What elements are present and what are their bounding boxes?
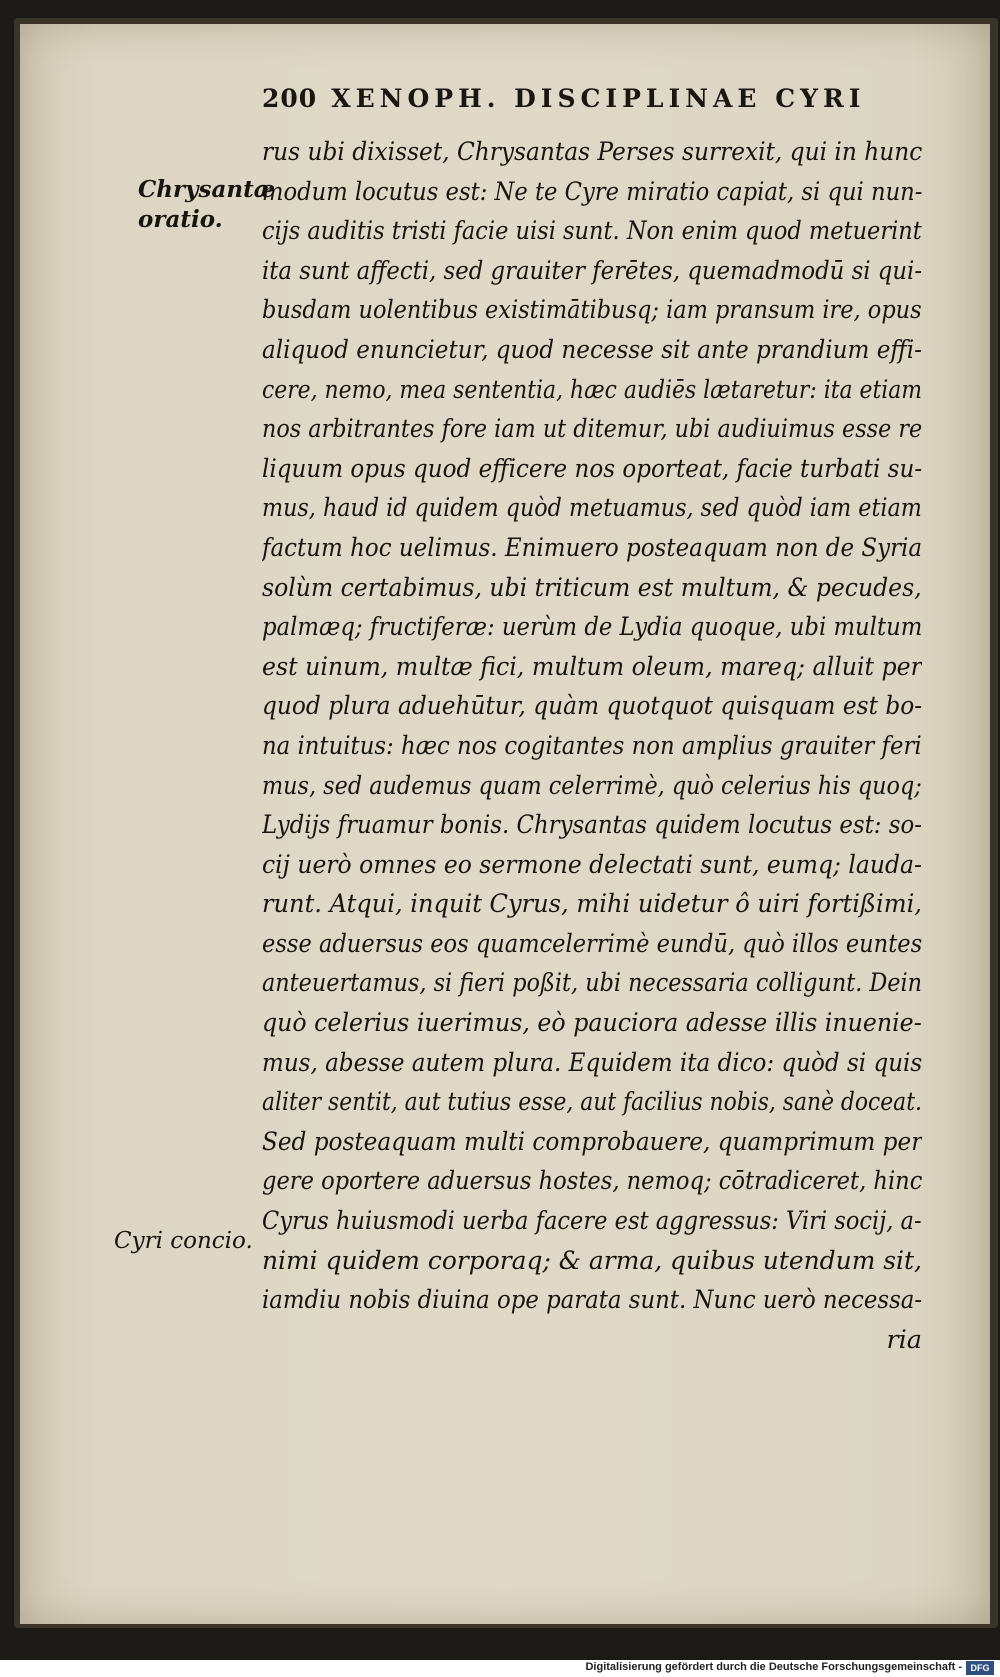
body-text — [262, 133, 922, 1360]
text-line: palmæq; fructiferæ: uerùm de Lydia quoque, ubi multum — [262, 612, 922, 643]
text-line: esse aduersus eos quamcelerrimè eundū, quò illos euntes — [262, 928, 922, 959]
text-line: est uinum, multæ fici, multum oleum, mareq; alluit per — [262, 651, 922, 682]
catchword: ria — [886, 1324, 922, 1355]
running-head — [262, 84, 882, 113]
text-line: nimi quidem corporaq; & arma, quibus utendum sit, — [262, 1245, 922, 1276]
text-line: nos arbitrantes fore iam ut ditemur, ubi audiuimus esse re — [262, 414, 922, 445]
text-line: Sed posteaquam multi comprobauere, quamprimum per — [262, 1126, 922, 1157]
text-line: mus, abesse autem plura. Equidem ita dico: quòd si quis — [262, 1047, 922, 1078]
text-line: quò celerius iuerimus, eò pauciora adesse illis inuenie- — [262, 1008, 922, 1039]
marginal-note-cyrus: Cyri concio. — [114, 1228, 253, 1254]
marginal-note-chrysantas: Chrysantæ oratio. — [138, 176, 276, 233]
text-line: gere oportere aduersus hostes, nemoq; cōtradiceret, hinc — [262, 1166, 922, 1197]
text-line: modum locutus est: Ne te Cyre miratio capiat, si qui nun- — [262, 176, 922, 207]
text-line: cere, nemo, mea sententia, hæc audiēs lætaretur: ita etiam — [262, 374, 922, 405]
dfg-logo: DFG — [966, 1661, 994, 1675]
text-line: cijs auditis tristi facie uisi sunt. Non enim quod metuerint — [262, 216, 922, 247]
text-line: liquum opus quod efficere nos oporteat, facie turbati su- — [262, 453, 922, 484]
text-line: Lydijs fruamur bonis. Chrysantas quidem locutus est: so- — [262, 810, 922, 841]
text-line: mus, haud id quidem quòd metuamus, sed quòd iam etiam — [262, 493, 922, 524]
page-number: 200 — [262, 84, 318, 113]
text-line: aliter sentit, aut tutius esse, aut facilius nobis, sanè doceat. — [262, 1087, 922, 1118]
text-line: ita sunt affecti, sed grauiter ferētes, quemadmodū si qui- — [262, 255, 922, 286]
text-line: rus ubi dixisset, Chrysantas Perses surrexit, qui in hunc — [262, 137, 922, 167]
running-title: XENOPH. DISCIPLINAE CYRI — [331, 84, 866, 113]
text-line: cij uerò omnes eo sermone delectati sunt, eumq; lauda- — [262, 849, 922, 880]
text-line: factum hoc uelimus. Enimuero posteaquam non de Syria — [262, 532, 922, 563]
text-line: aliquod enuncietur, quod necesse sit ante prandium effi- — [262, 334, 922, 365]
text-line: iamdiu nobis diuina ope parata sunt. Nunc uerò necessa- — [262, 1285, 922, 1316]
text-line: Cyrus huiusmodi uerba facere est aggressus: Viri socij, a- — [262, 1206, 922, 1237]
funding-credit: Digitalisierung gefördert durch die Deutsche Forschungsgemeinschaft - — [585, 1661, 962, 1673]
text-line: anteuertamus, si fieri poßit, ubi necessaria colligunt. Dein — [262, 968, 922, 999]
text-line: quod plura aduehūtur, quàm quotquot quisquam est bo- — [262, 691, 922, 722]
text-line: solùm certabimus, ubi triticum est multum, & pecudes, — [262, 572, 922, 603]
text-line: mus, sed audemus quam celerrimè, quò celerius his quoq; — [262, 770, 922, 801]
text-line: na intuitus: hæc nos cogitantes non amplius grauiter feri — [262, 730, 922, 761]
text-line: runt. Atqui, inquit Cyrus, mihi uidetur ô uiri fortißimi, — [262, 889, 922, 920]
text-line: busdam uolentibus existimātibusq; iam pransum ire, opus — [262, 295, 922, 326]
